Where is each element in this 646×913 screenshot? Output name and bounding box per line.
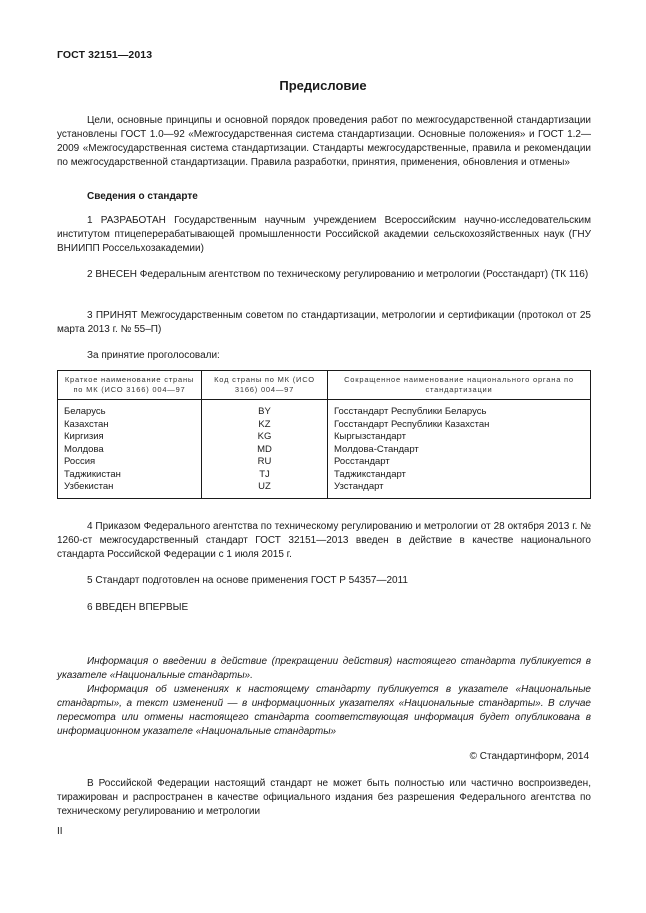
intro-paragraph: Цели, основные принципы и основной порядок проведения работ по межгосударственной стандартизации установлены ГОСТ 1.0—92 «Межгосударственная система стандартизации. Основные положения» и ГОСТ 1.2—2009 «Межгосударственная система стандартизации. Стандарты межгосударственные, правила и рекомендации по межгосударственной стандартизации. Правила разработки, принятия, применения, обновления и отмены» — [57, 115, 591, 168]
page-number: II — [57, 826, 63, 837]
notice-changes: Информация об изменениях к настоящему стандарту публикуется в указателе «Национальные стандарты», а текст изменений — в информационных указателях «Национальные стандарты». В случае пересмотра или отмены настоящего стандарта соответствующая информация будет опубликована в информационном указателе «Национальные стандарты» — [57, 684, 591, 737]
code-cell: BY — [202, 400, 328, 419]
item-1: 1 РАЗРАБОТАН Государственным научным учреждением Всероссийским научно-исследовательским институтом птицеперерабатывающей промышленности Российской академии сельскохозяйственных наук (ГНУ ВНИИПП Россельхозакадемии) — [57, 215, 591, 254]
item-4: 4 Приказом Федерального агентства по техническому регулированию и метрологии от 28 октября 2013 г. № 1260-ст межгосударственный стандарт ГОСТ 32151—2013 введен в действие в качестве национального стандарта Российской Федерации с 1 июля 2015 г. — [57, 521, 591, 560]
country-cell: Беларусь — [58, 400, 202, 419]
notice-introduction: Информация о введении в действие (прекращении действия) настоящего стандарта публикуется в указателе «Национальные стандарты». — [57, 656, 591, 681]
item-3: 3 ПРИНЯТ Межгосударственным советом по стандартизации, метрологии и сертификации (протокол от 25 марта 2013 г. № 55–П) — [57, 310, 591, 335]
body-cell: Кыргызстандарт — [328, 431, 591, 444]
code-cell: UZ — [202, 481, 328, 498]
document-header: ГОСТ 32151—2013 — [57, 49, 153, 61]
body-cell: Таджикстандарт — [328, 469, 591, 482]
item-2: 2 ВНЕСЕН Федеральным агентством по техническому регулированию и метрологии (Росстандарт) (ТК 116) — [87, 269, 589, 280]
table-header-code: Код страны по МК (ИСО 3166) 004—97 — [202, 371, 328, 400]
country-cell: Таджикистан — [58, 469, 202, 482]
reproduction-notice: В Российской Федерации настоящий стандарт не может быть полностью или частично воспроизведен, тиражирован и распространен в качестве официального издания без разрешения Федерального агентства по техническому регулированию и метрологии — [57, 778, 591, 817]
table-row — [58, 419, 591, 432]
code-cell: TJ — [202, 469, 328, 482]
info-heading: Сведения о стандарте — [87, 191, 198, 202]
body-cell: Госстандарт Республики Казахстан — [328, 419, 591, 432]
table-row — [58, 444, 591, 457]
body-cell: Молдова-Стандарт — [328, 444, 591, 457]
country-cell: Россия — [58, 456, 202, 469]
country-cell: Молдова — [58, 444, 202, 457]
table-row — [58, 469, 591, 482]
table-row — [58, 456, 591, 469]
copyright: © Стандартинформ, 2014 — [469, 751, 589, 762]
table-row — [58, 481, 591, 498]
code-cell: MD — [202, 444, 328, 457]
country-cell: Киргизия — [58, 431, 202, 444]
body-cell: Узстандарт — [328, 481, 591, 498]
table-row — [58, 431, 591, 444]
table-header-country: Краткое наименование страны по МК (ИСО 3166) 004—97 — [58, 371, 202, 400]
code-cell: KG — [202, 431, 328, 444]
vote-label: За принятие проголосовали: — [87, 350, 220, 361]
body-cell: Госстандарт Республики Беларусь — [328, 400, 591, 419]
item-6: 6 ВВЕДЕН ВПЕРВЫЕ — [87, 602, 189, 613]
code-cell: KZ — [202, 419, 328, 432]
code-cell: RU — [202, 456, 328, 469]
item-5: 5 Стандарт подготовлен на основе применения ГОСТ Р 54357—2011 — [87, 575, 408, 586]
body-cell: Росстандарт — [328, 456, 591, 469]
page-title: Предисловие — [279, 78, 367, 93]
table-header-body: Сокращенное наименование национального органа по стандартизации — [328, 371, 591, 400]
country-cell: Узбекистан — [58, 481, 202, 498]
voting-table — [57, 370, 591, 499]
table-row — [58, 400, 591, 419]
country-cell: Казахстан — [58, 419, 202, 432]
